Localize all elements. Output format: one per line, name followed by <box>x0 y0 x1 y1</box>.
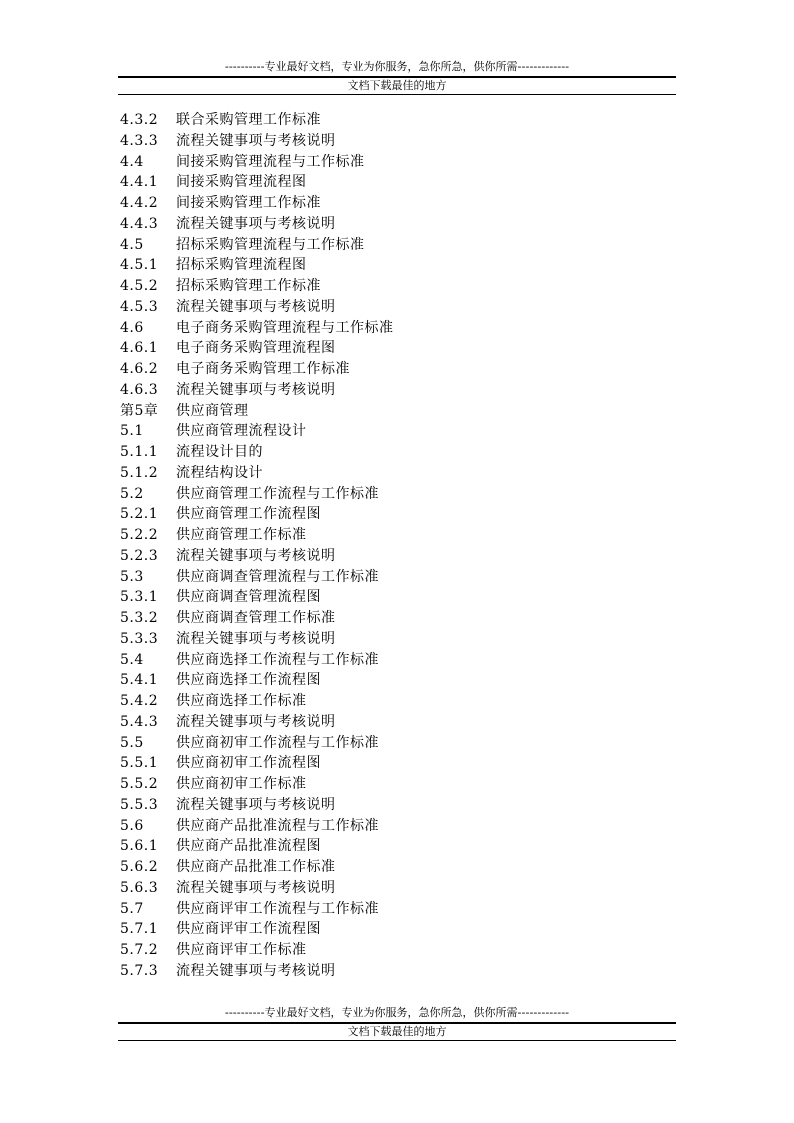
toc-entry <box>120 235 394 256</box>
toc-entry <box>120 629 394 650</box>
toc-entry-number: 5.3.3 <box>120 630 159 647</box>
toc-entry <box>120 940 394 961</box>
toc-entry-title: 流程关键事项与考核说明 <box>176 713 336 730</box>
toc-entry-number: 5.4.1 <box>120 672 159 689</box>
toc-entry <box>120 899 394 920</box>
toc-entry-title: 间接采购管理流程与工作标准 <box>176 153 365 170</box>
toc-entry-number: 5.5.2 <box>120 776 159 792</box>
toc-entry-number: 5.7.3 <box>120 962 159 979</box>
toc-entry-title: 流程关键事项与考核说明 <box>176 215 336 232</box>
toc-entry-number: 5.7 <box>120 900 144 917</box>
toc-entry <box>120 733 394 754</box>
toc-entry-number: 5.6 <box>120 817 144 834</box>
toc-entry <box>120 442 394 463</box>
toc-entry <box>120 421 394 442</box>
toc-entry-title: 供应商产品批准流程与工作标准 <box>176 817 379 834</box>
toc-entry-title: 供应商管理流程设计 <box>176 423 307 440</box>
toc-entry <box>120 110 394 131</box>
toc-entry-number: 5.3.2 <box>120 610 159 626</box>
toc-entry-title: 流程关键事项与考核说明 <box>176 879 336 896</box>
toc-entry-title: 流程设计目的 <box>176 444 263 460</box>
toc-entry-title: 流程关键事项与考核说明 <box>176 298 336 315</box>
toc-entry-number: 4.5.2 <box>120 278 159 294</box>
header-bottom-divider <box>118 94 676 95</box>
toc-entry-title: 流程关键事项与考核说明 <box>176 381 336 398</box>
toc-entry-number: 4.3.2 <box>120 112 159 128</box>
toc-entry <box>120 380 394 401</box>
toc-entry-number: 5.5.3 <box>120 796 159 813</box>
toc-entry-number: 4.6.1 <box>120 340 159 357</box>
toc-entry-number: 4.4.3 <box>120 215 159 232</box>
toc-entry <box>120 650 394 671</box>
toc-entry-title: 供应商调查管理流程图 <box>176 589 321 606</box>
toc-entry <box>120 504 394 525</box>
toc-entry <box>120 255 394 276</box>
toc-entry <box>120 525 394 546</box>
toc-entry-number: 4.5 <box>120 236 144 253</box>
toc-entry-title: 流程结构设计 <box>176 464 263 481</box>
toc-entry-title: 流程关键事项与考核说明 <box>176 630 336 647</box>
toc-entry-title: 供应商评审工作标准 <box>176 942 307 958</box>
toc-entry-title: 供应商评审工作流程与工作标准 <box>176 900 379 917</box>
toc-entry <box>120 193 394 214</box>
toc-entry-title: 供应商管理工作流程图 <box>176 506 321 523</box>
toc-entry-title: 电子商务采购管理工作标准 <box>176 361 350 377</box>
toc-entry <box>120 587 394 608</box>
toc-entry-title: 供应商产品批准工作标准 <box>176 859 336 875</box>
footer-tagline: ----------专业最好文档，专业为你服务，急你所急，供你所需------------- <box>224 1006 570 1019</box>
toc-entry-title: 供应商管理工作标准 <box>176 527 307 543</box>
toc-entry-number: 4.6.2 <box>120 361 159 377</box>
page-header <box>118 60 676 95</box>
toc-entry <box>120 359 394 380</box>
toc-entry <box>120 774 394 795</box>
toc-entry-number: 4.5.3 <box>120 298 159 315</box>
toc-entry <box>120 836 394 857</box>
toc-entry <box>120 919 394 940</box>
toc-entry-number: 第5章 <box>120 402 159 419</box>
toc-entry-title: 流程关键事项与考核说明 <box>176 962 336 979</box>
toc-entry-number: 5.5.1 <box>120 755 159 772</box>
toc-entry-number: 4.4.2 <box>120 195 159 211</box>
toc-entry-title: 间接采购管理工作标准 <box>176 195 321 211</box>
toc-entry-title: 供应商管理 <box>176 402 249 419</box>
toc-entry-title: 供应商选择工作流程与工作标准 <box>176 651 379 668</box>
toc-entry-title: 供应商初审工作标准 <box>176 776 307 792</box>
toc-entry-title: 联合采购管理工作标准 <box>176 112 321 128</box>
toc-entry-number: 5.1.2 <box>120 464 159 481</box>
toc-entry-number: 5.4 <box>120 651 144 668</box>
toc-entry-title: 招标采购管理流程与工作标准 <box>176 236 365 253</box>
toc-entry-title: 供应商初审工作流程图 <box>176 755 321 772</box>
toc-entry-number: 4.3.3 <box>120 132 159 149</box>
toc-entry-number: 5.1.1 <box>120 444 159 460</box>
toc-entry-number: 5.6.1 <box>120 838 159 855</box>
toc-entry-number: 5.7.2 <box>120 942 159 958</box>
toc-entry <box>120 961 394 982</box>
toc-entry-number: 4.6.3 <box>120 381 159 398</box>
toc-entry <box>120 484 394 505</box>
toc-entry-title: 招标采购管理工作标准 <box>176 278 321 294</box>
toc-entry <box>120 753 394 774</box>
toc-entry <box>120 857 394 878</box>
toc-entry-number: 5.4.3 <box>120 713 159 730</box>
toc-entry <box>120 546 394 567</box>
toc-entry-number: 5.2.2 <box>120 527 159 543</box>
toc-entry <box>120 318 394 339</box>
toc-entry-title: 供应商产品批准流程图 <box>176 838 321 855</box>
toc-entry-number: 5.3 <box>120 568 144 585</box>
toc-entry-number: 4.5.1 <box>120 257 159 274</box>
footer-subtitle: 文档下载最佳的地方 <box>347 1025 447 1038</box>
toc-entry-number: 5.6.2 <box>120 859 159 875</box>
toc-entry-number: 5.5 <box>120 734 144 751</box>
toc-entry-number: 5.2 <box>120 485 144 502</box>
toc-entry-number: 5.3.1 <box>120 589 159 606</box>
toc-entry <box>120 608 394 629</box>
toc-entry-title: 流程关键事项与考核说明 <box>176 547 336 564</box>
toc-entry-title: 供应商调查管理工作标准 <box>176 610 336 626</box>
toc-entry-number: 5.2.1 <box>120 506 159 523</box>
page-footer <box>118 1006 676 1041</box>
toc-entry <box>120 172 394 193</box>
toc-entry-number: 5.7.1 <box>120 921 159 938</box>
toc-entry-title: 流程关键事项与考核说明 <box>176 796 336 813</box>
header-tagline: ----------专业最好文档，专业为你服务，急你所急，供你所需------------- <box>224 60 570 73</box>
toc-entry <box>120 691 394 712</box>
toc-entry <box>120 152 394 173</box>
toc-entry-number: 4.6 <box>120 319 144 336</box>
toc-entry <box>120 567 394 588</box>
toc-entry-title: 供应商调查管理流程与工作标准 <box>176 568 379 585</box>
header-subtitle: 文档下载最佳的地方 <box>347 79 447 92</box>
toc-entry <box>120 131 394 152</box>
toc-entry <box>120 214 394 235</box>
toc-entry-title: 电子商务采购管理流程图 <box>176 340 336 357</box>
toc-entry <box>120 795 394 816</box>
table-of-contents <box>120 110 394 982</box>
toc-entry <box>120 712 394 733</box>
toc-entry-number: 5.1 <box>120 423 144 440</box>
footer-bottom-divider <box>118 1040 676 1041</box>
toc-entry-number: 4.4 <box>120 153 144 170</box>
toc-entry-number: 5.4.2 <box>120 693 159 709</box>
toc-entry <box>120 401 394 422</box>
toc-entry <box>120 338 394 359</box>
toc-entry-title: 间接采购管理流程图 <box>176 174 307 191</box>
toc-entry-title: 供应商选择工作流程图 <box>176 672 321 689</box>
toc-entry-title: 招标采购管理流程图 <box>176 257 307 274</box>
toc-entry-title: 供应商管理工作流程与工作标准 <box>176 485 379 502</box>
toc-entry-number: 5.2.3 <box>120 547 159 564</box>
toc-entry-title: 流程关键事项与考核说明 <box>176 132 336 149</box>
toc-entry <box>120 463 394 484</box>
toc-entry <box>120 297 394 318</box>
toc-entry-title: 电子商务采购管理流程与工作标准 <box>176 319 394 336</box>
toc-entry <box>120 816 394 837</box>
toc-entry <box>120 878 394 899</box>
toc-entry <box>120 276 394 297</box>
toc-entry-number: 5.6.3 <box>120 879 159 896</box>
toc-entry <box>120 670 394 691</box>
toc-entry-title: 供应商选择工作标准 <box>176 693 307 709</box>
toc-entry-title: 供应商初审工作流程与工作标准 <box>176 734 379 751</box>
toc-entry-number: 4.4.1 <box>120 174 159 191</box>
toc-entry-title: 供应商评审工作流程图 <box>176 921 321 938</box>
